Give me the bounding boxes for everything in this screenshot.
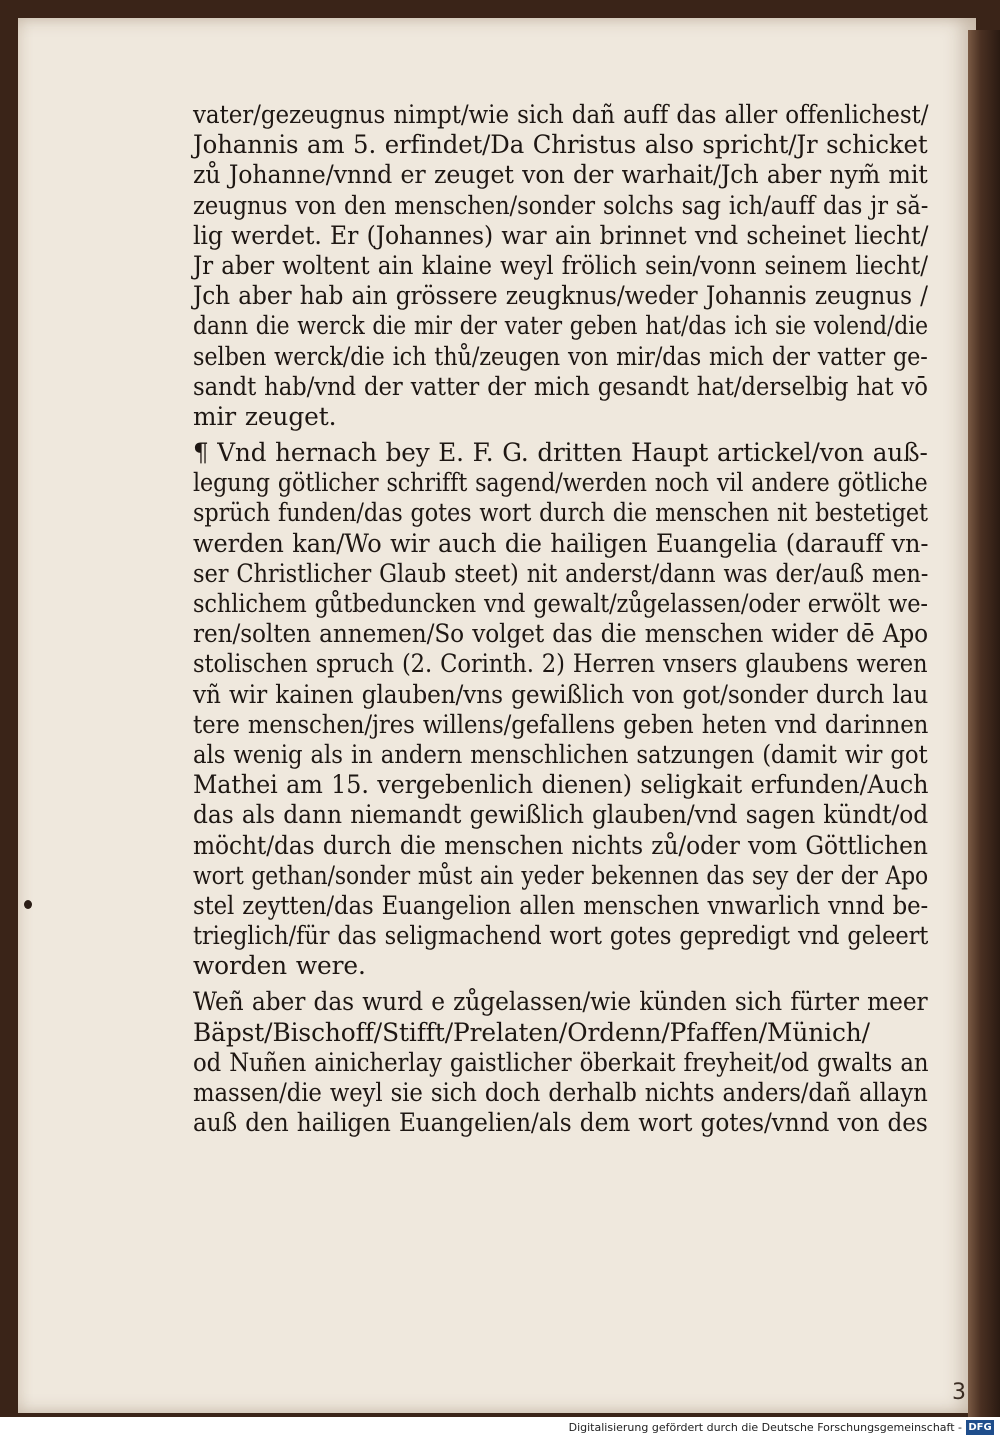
corner-mark: 3: [952, 1380, 966, 1405]
text-line: dann die werck die mir der vater geben hat/das ich sie volend/die: [193, 311, 929, 341]
text-line: werden kan/Wo wir auch die hailigen Euangelia (darauff vn-: [193, 528, 929, 558]
text-line: worden were.: [193, 951, 366, 981]
text-line: als wenig als in andern menschlichen satzungen (damit wir got: [193, 739, 928, 769]
text-line: ¶ Vnd hernach bey E. F. G. dritten Haupt artickel/von auß-: [193, 438, 928, 468]
text-line: vñ wir kainen glauben/vns gewißlich von got/sonder durch lau: [193, 679, 929, 709]
text-line: sprüch funden/das gotes wort durch die menschen nit bestetiget: [193, 498, 928, 528]
text-line: sandt hab/vnd der vatter der mich gesandt hat/derselbig hat vō: [193, 371, 928, 401]
text-line: Jch aber hab ain grössere zeugknus/weder Johannis zeugnus /: [193, 281, 928, 311]
text-line: das als dann niemandt gewißlich glauben/vnd sagen kündt/od: [193, 800, 929, 830]
text-line: Mathei am 15. vergebenlich dienen) seligkait erfunden/Auch: [193, 770, 929, 800]
text-line: Johannis am 5. erfindet/Da Christus also spricht/Jr schicket: [193, 130, 928, 160]
text-line: vater/gezeugnus nimpt/wie sich dañ auff das aller offenlichest/: [193, 100, 929, 129]
text-line: selben werck/die ich thů/zeugen von mir/das mich der vatter ge-: [193, 341, 928, 371]
text-line: Jr aber woltent ain klaine weyl frölich sein/vonn seinem liecht/: [193, 250, 928, 280]
dfg-logo: DFG: [966, 1420, 994, 1435]
text-line: zeugnus von den menschen/sonder solchs sag ich/auff das jr să-: [193, 190, 929, 220]
text-line: ser Christlicher Glaub steet) nit anderst/dann was der/auß men-: [193, 558, 929, 588]
text-line: trieglich/für das seligmachend wort gotes gepredigt vnd geleert: [193, 921, 929, 951]
text-line: od Nuñen ainicherlay gaistlicher öberkait freyheit/od gwalts an: [193, 1047, 929, 1077]
text-line: legung götlicher schrifft sagend/werden noch vil andere götliche: [193, 468, 928, 498]
text-line: mir zeuget.: [193, 401, 337, 431]
text-line: Bäpst/Bischoff/Stifft/Prelaten/Ordenn/Pfaffen/Münich/: [193, 1017, 870, 1047]
text-line: ren/solten annemen/So volget das die menschen wider dē Apo: [193, 619, 928, 649]
text-line: massen/die weyl sie sich doch derhalb nichts anders/dañ allayn: [193, 1078, 928, 1107]
text-line: auß den hailigen Euangelien/als dem wort gotes/vnnd von des: [193, 1108, 928, 1138]
text-line: zů Johanne/vnnd er zeuget von der warhait/Jch aber nym̃ mit: [193, 160, 928, 190]
text-line: schlichem gůtbeduncken vnd gewalt/zůgelassen/oder erwölt we-: [193, 589, 928, 618]
text-line: Weñ aber das wurd e zůgelassen/wie künden sich fürter meer: [193, 987, 928, 1017]
footer-bar: [0, 1417, 1000, 1439]
page-gutter-edge: [968, 30, 1000, 1417]
text-line: tere menschen/jres willens/gefallens geben heten vnd darinnen: [193, 709, 929, 739]
text-line: stel zeytten/das Euangelion allen menschen vnwarlich vnnd be-: [193, 890, 929, 920]
text-line: lig werdet. Er (Johannes) war ain brinnet vnd scheinet liecht/: [193, 220, 929, 250]
page-text-block: [193, 100, 933, 1138]
text-line: möcht/das durch die menschen nichts zů/oder vom Göttlichen: [193, 830, 928, 860]
ink-blot: [24, 900, 32, 909]
text-line: wort gethan/sonder můst ain yeder bekennen das sey der der Apo: [193, 860, 929, 890]
text-line: stolischen spruch (2. Corinth. 2) Herren vnsers glaubens weren: [193, 649, 928, 679]
footer-credit: Digitalisierung gefördert durch die Deutsche Forschungsgemeinschaft -: [568, 1421, 962, 1434]
